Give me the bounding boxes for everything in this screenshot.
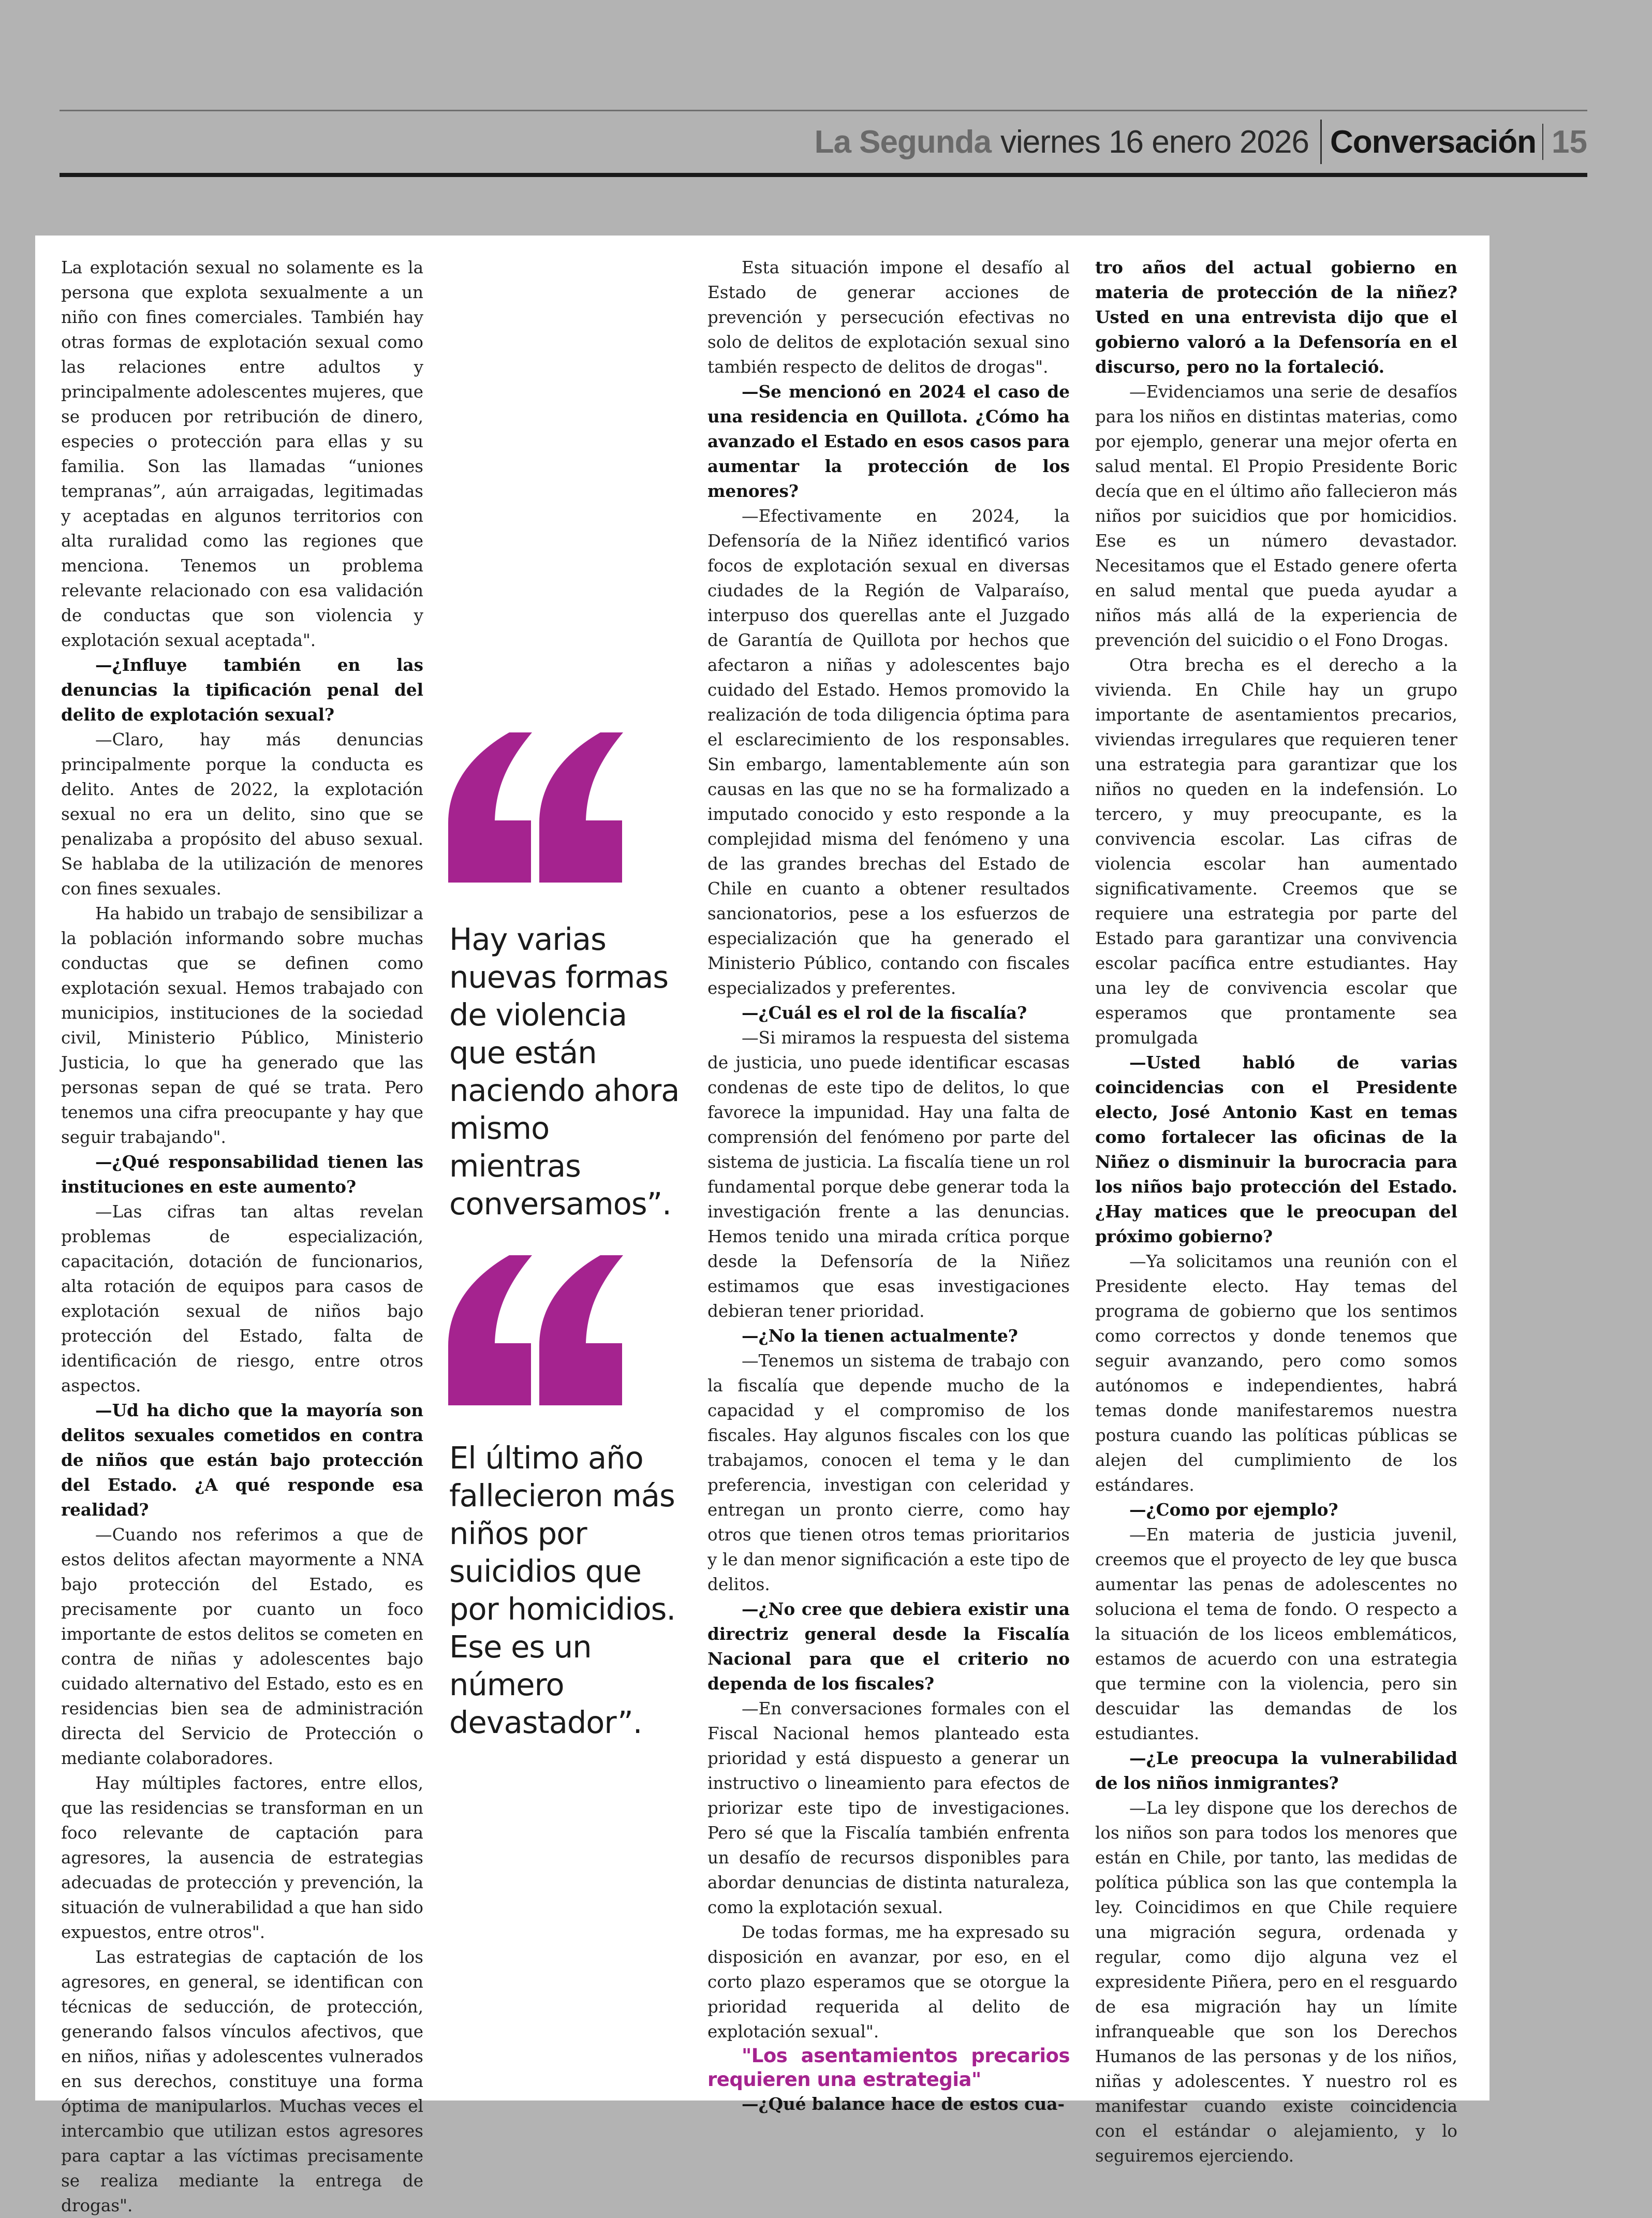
interview-question: tro años del actual gobierno en materia de protección de la niñez? Usted en una entrevista dijo que el gobierno valoró a la Defensoría en el discurso, pero no la fortaleció.	[1095, 257, 1457, 377]
issue-date: viernes 16 enero 2026	[1000, 124, 1309, 160]
paragraph: —Las cifras tan altas revelan problemas de especialización, capacitación, dotación de funcionarios, alta rotación de equipos para casos de explotación sexual de niños bajo protección del Estado, falta de identificación de riesgo, entre otros aspectos.	[61, 1202, 423, 1396]
paragraph: La explotación sexual no solamente es la persona que explota sexualmente a un niño con fines comerciales. También hay otras formas de explotación sexual como las relaciones entre adultos y principalmente adolescentes mujeres, que se producen por retribución de dinero, especies o protección para ellas y su familia. Son las llamadas “uniones tempranas”, aún arraigadas, legitimadas y aceptadas en algunos territorios con alta ruralidad como las regiones que menciona. Tenemos un problema relevante relacionado con esa validación de conductas que son violencia y explotación sexual aceptada".	[61, 258, 423, 650]
header-right	[815, 116, 1587, 168]
page-number: 15	[1552, 124, 1587, 160]
quote-mark-icon	[448, 1255, 624, 1411]
header-divider	[1542, 124, 1543, 160]
interview-question: —Ud ha dicho que la mayoría son delitos sexuales cometidos en contra de niños que están bajo protección del Estado. ¿A qué responde esa realidad?	[61, 1400, 423, 1520]
masthead: La Segunda	[814, 124, 991, 160]
paragraph: De todas formas, me ha expresado su disposición en avanzar, por eso, en el corto plazo esperamos que se otorgue la prioridad requerida al delito de explotación sexual".	[707, 1922, 1070, 2041]
paragraph: Hay múltiples factores, entre ellos, que las residencias se transforman en un foco relevante de captación para agresores, la ausencia de estrategias adecuadas de protección y prevención, la situación de vulnerabilidad a que han sido expuestos, entre otros".	[61, 1773, 424, 1942]
paragraph: Esta situación impone el desafío al Estado de generar acciones de prevención y persecución efectivas no solo de delitos de explotación sexual sino también respecto de delitos de drogas".	[707, 258, 1070, 377]
interview-question: —¿No la tienen actualmente?	[742, 1326, 1018, 1346]
paragraph: —Cuando nos referimos a que de estos delitos afectan mayormente a NNA bajo protección del Estado, es precisamente por cuanto un foco importante de estos delitos se cometen en contra de niñas y adolescentes bajo cuidado alternativo del Estado, esto es en residencias bien sea de administración directa del Servicio de Protección o mediante colaboradores.	[61, 1525, 423, 1768]
section-name: Conversación	[1330, 124, 1537, 160]
interview-question: —¿Qué balance hace de estos cua-	[742, 2094, 1065, 2114]
paragraph: —Tenemos un sistema de trabajo con la fiscalía que depende mucho de la capacidad y el compromiso de los fiscales. Hay algunos fiscales con los que trabajamos, conocen el tema y le dan preferencia, investigan con celeridad y entregan un pronto cierre, como hay otros que tienen otros temas prioritarios y le dan menor significación a este tipo de delitos.	[707, 1351, 1070, 1594]
article-column-4	[1095, 255, 1457, 2168]
paragraph: —Ya solicitamos una reunión con el Presidente electo. Hay temas del programa de gobierno que los sentimos como correctos y donde tenemos que seguir avanzando, pero como somos autónomos e independientes, habrá temas donde manifestaremos nuestra postura cuando las políticas públicas se alejen del cumplimiento de los estándares.	[1095, 1252, 1457, 1495]
page-header	[60, 114, 1587, 172]
paragraph: —Si miramos la respuesta del sistema de justicia, uno puede identificar escasas condenas de este tipo de delitos, lo que favorece la impunidad. Hay una falta de comprensión del fenómeno por parte del sistema de justicia. La fiscalía tiene un rol fundamental porque debe generar toda la investigación frente a las denuncias. Hemos tenido una mirada crítica porque desde la Defensoría de la Niñez estimamos que esas investigaciones debieran tener prioridad.	[707, 1028, 1070, 1321]
paragraph: Ha habido un trabajo de sensibilizar a la población informando sobre muchas conductas que se definen como explotación sexual. Hemos trabajado con municipios, instituciones de la sociedad civil, Ministerio Público, Ministerio Justicia, lo que ha generado que las personas sepan de qué se trata. Pero tenemos una cifra preocupante y hay que seguir trabajando".	[61, 904, 423, 1147]
top-rule	[60, 110, 1587, 111]
paragraph: Las estrategias de captación de los agresores, en general, se identifican con técnicas de seducción, de protección, generando falsos vínculos afectivos, que en niños, niñas y adolescentes vulnerados en sus derechos, constituye una forma óptima de manipularlos. Muchas veces el intercambio que utilizan estos agresores para captar a las víctimas precisamente se realiza mediante la entrega de drogas".	[61, 1947, 423, 2215]
header-divider	[1320, 120, 1322, 164]
article-column-1	[61, 255, 423, 2218]
paragraph: —En conversaciones formales con el Fiscal Nacional hemos planteado esta prioridad y está dispuesto a generar un instructivo o lineamiento para efectos de priorizar este tipo de investigaciones. Pero sé que la Fiscalía también enfrenta un desafío de recursos disponibles para abordar denuncias de distinta naturaleza, como la explotación sexual.	[707, 1699, 1070, 1917]
interview-question: —¿Le preocupa la vulnerabilidad de los niños inmigrantes?	[1095, 1748, 1457, 1793]
paragraph: —Claro, hay más denuncias principalmente porque la conducta es delito. Antes de 2022, la explotación sexual no era un delito, sino que se penalizaba a propósito del abuso sexual. Se hablaba de la utilización de menores con fines sexuales.	[61, 730, 423, 899]
interview-question: —¿Qué responsabilidad tienen las instituciones en este aumento?	[61, 1152, 423, 1197]
header-rule	[60, 173, 1587, 177]
article-column-3	[707, 255, 1070, 2117]
interview-question: —¿Como por ejemplo?	[1129, 1500, 1338, 1520]
section-subhead: "Los asentamientos precarios requieren una estrategia"	[707, 2045, 1070, 2091]
quote-mark-icon	[448, 732, 624, 888]
paragraph: —La ley dispone que los derechos de los niños son para todos los menores que están en Chile, por tanto, las medidas de política pública son las que contempla la ley. Coincidimos en que Chile requiere una migración segura, ordenada y regular, como dijo alguna vez el expresidente Piñera, pero en el resguardo de esa migración hay un límite infranqueable que son los Derechos Humanos de las personas y de los niños, niñas y adolescentes. Y nuestro rol es manifestar cuando existe coincidencia con el estándar o alejamiento, y lo seguiremos ejerciendo.	[1095, 1798, 1457, 2166]
pull-quote: El último año fallecieron más niños por suicidios que por homicidios. Ese es un número devastador”.	[449, 1440, 676, 1740]
paragraph: —En materia de justicia juvenil, creemos que el proyecto de ley que busca aumentar las penas de adolescentes no soluciona el tema de fondo. O respecto a la situación de los liceos emblemáticos, estamos de acuerdo con una estrategia que termine con la violencia, pero sin descuidar las demandas de los estudiantes.	[1095, 1525, 1457, 1743]
paragraph: —Efectivamente en 2024, la Defensoría de la Niñez identificó varios focos de explotación sexual en diversas ciudades de la Región de Valparaíso, interpuso dos querellas ante el Juzgado de Garantía de Quillota por hechos que afectaron a niñas y adolescentes bajo cuidado del Estado. Hemos promovido la realización de toda diligencia óptima para el esclarecimiento de los responsables. Sin embargo, lamentablemente aún son causas en las que no se ha formalizado a imputado conocido y esto responde a la complejidad misma del fenómeno y una de las grandes brechas del Estado de Chile en cuanto a obtener resultados sancionatorios, pese a los esfuerzos de especialización que ha generado el Ministerio Público, contando con fiscales especializados y preferentes.	[707, 506, 1070, 998]
pull-quote: Hay varias nuevas formas de violencia que están naciendo ahora mismo mientras conversamos”.	[449, 921, 680, 1222]
interview-question: —Se mencionó en 2024 el caso de una residencia en Quillota. ¿Cómo ha avanzado el Estado en esos casos para aumentar la protección de los menores?	[707, 381, 1070, 501]
interview-question: —¿No cree que debiera existir una directriz general desde la Fiscalía Nacional para que el criterio no dependa de los fiscales?	[707, 1599, 1070, 1694]
interview-question: —Usted habló de varias coincidencias con el Presidente electo, José Antonio Kast en temas como fortalecer las oficinas de la Niñez o disminuir la burocracia para los niños bajo protección del Estado. ¿Hay matices que le preocupan del próximo gobierno?	[1095, 1052, 1457, 1246]
interview-question: —¿Cuál es el rol de la fiscalía?	[742, 1003, 1027, 1023]
paragraph: Otra brecha es el derecho a la vivienda. En Chile hay un grupo importante de asentamientos precarios, viviendas irregulares que requieren tener una estrategia para garantizar que los niños no queden en la indefensión. Lo tercero, y muy preocupante, es la convivencia escolar. Las cifras de violencia escolar han aumentado significativamente. Creemos que se requiere una estrategia por parte del Estado para garantizar una convivencia escolar pacífica entre estudiantes. Hay una ley de convivencia escolar que esperamos que prontamente sea promulgada	[1095, 655, 1457, 1048]
paragraph: —Evidenciamos una serie de desafíos para los niños en distintas materias, como por ejemplo, generar una mejor oferta en salud mental. El Propio Presidente Boric decía que en el último año fallecieron más niños por suicidios que por homicidios. Ese es un número devastador. Necesitamos que el Estado genere oferta en salud mental que pueda ayudar a niños más allá de la experiencia de prevención del suicidio o el Fono Drogas.	[1095, 382, 1457, 650]
interview-question: —¿Influye también en las denuncias la tipificación penal del delito de explotación sexual?	[61, 655, 423, 725]
